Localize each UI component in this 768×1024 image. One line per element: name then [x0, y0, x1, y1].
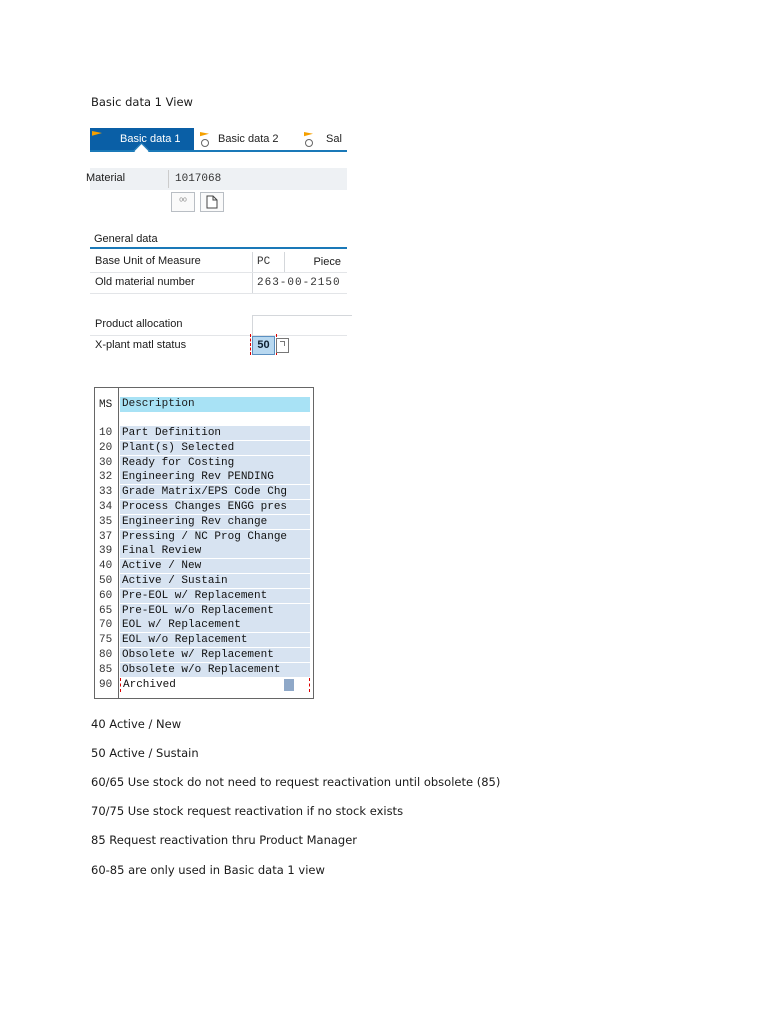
status-description: EOL w/o Replacement	[120, 633, 310, 647]
tab-sales[interactable]	[326, 128, 342, 150]
status-row[interactable]	[95, 500, 313, 515]
material-label: Material	[86, 172, 126, 184]
material-row	[86, 168, 347, 190]
status-code: 37	[99, 530, 113, 543]
status-description: Active / New	[120, 559, 310, 573]
status-description: Active / Sustain	[120, 574, 310, 588]
glasses-icon: ᵒᵒ	[179, 196, 187, 207]
tab-label: Basic data 1	[120, 133, 181, 145]
status-code: 75	[99, 634, 113, 647]
xplant-status-label: X-plant matl status	[95, 339, 187, 351]
status-description: Plant(s) Selected	[120, 441, 310, 455]
status-code: 85	[99, 663, 113, 676]
base-uom-text: Piece	[284, 252, 347, 272]
tab-basic-data-2[interactable]	[218, 128, 279, 150]
status-row[interactable]	[95, 485, 313, 500]
header-description: Description	[120, 397, 310, 412]
status-description: Final Review	[120, 544, 310, 558]
status-list-popup	[94, 387, 314, 699]
note-line: 60/65 Use stock do not need to request reactivation until obsolete (85)	[91, 775, 501, 789]
note-line: 85 Request reactivation thru Product Manager	[91, 833, 358, 847]
status-code: 65	[99, 604, 113, 617]
note-line: 70/75 Use stock request reactivation if no stock exists	[91, 804, 404, 818]
status-code: 39	[99, 545, 113, 558]
xplant-status-row	[90, 336, 347, 356]
status-dot-icon	[305, 139, 313, 147]
product-allocation-row	[90, 315, 347, 336]
tab-basic-data-1[interactable]	[90, 128, 194, 150]
status-row[interactable]	[95, 663, 313, 678]
material-field[interactable]: 1017068	[168, 170, 354, 188]
status-dot-icon	[201, 139, 209, 147]
status-row[interactable]	[95, 648, 313, 663]
status-code: 32	[99, 471, 113, 484]
status-description: Pre-EOL w/ Replacement	[120, 589, 310, 603]
flag-icon	[92, 131, 102, 139]
header-ms: MS	[99, 399, 113, 411]
status-row[interactable]	[95, 618, 313, 633]
note-line: 50 Active / Sustain	[91, 746, 199, 760]
status-code: 33	[99, 486, 113, 499]
status-row[interactable]	[95, 515, 313, 530]
status-description: Ready for Costing	[120, 456, 310, 470]
status-code: 20	[99, 441, 113, 454]
status-description: Process Changes ENGG pres	[120, 500, 310, 514]
status-row[interactable]	[95, 530, 313, 545]
base-uom-field[interactable]: PC	[252, 252, 284, 272]
display-button[interactable]	[171, 192, 195, 212]
status-code: 90	[99, 678, 113, 691]
status-description: Engineering Rev change	[120, 515, 310, 529]
status-row[interactable]	[95, 426, 313, 441]
status-description: Obsolete w/o Replacement	[120, 663, 310, 677]
status-code: 30	[99, 456, 113, 469]
status-code: 50	[99, 574, 113, 587]
status-code: 40	[99, 560, 113, 573]
status-code: 70	[99, 619, 113, 632]
status-row[interactable]	[95, 441, 313, 456]
text-cursor-block	[284, 679, 294, 691]
status-row[interactable]	[95, 589, 313, 604]
old-material-row	[90, 273, 347, 294]
status-description: Part Definition	[120, 426, 310, 440]
status-code: 80	[99, 648, 113, 661]
status-description: Engineering Rev PENDING	[120, 470, 310, 484]
status-row[interactable]	[95, 544, 313, 559]
tab-label: Basic data 2	[218, 133, 279, 145]
status-description: Obsolete w/ Replacement	[120, 648, 310, 662]
general-data-title: General data	[94, 233, 158, 245]
status-row[interactable]	[95, 559, 313, 574]
tab-label: Sal	[326, 133, 342, 145]
status-row[interactable]	[95, 633, 313, 648]
section-heading: Basic data 1 View	[91, 95, 193, 109]
old-material-field[interactable]: 263-00-2150	[252, 273, 352, 293]
note-line: 40 Active / New	[91, 717, 182, 731]
status-row[interactable]	[95, 470, 313, 485]
old-material-label: Old material number	[95, 276, 195, 288]
status-description: Grade Matrix/EPS Code Chg	[120, 485, 310, 499]
base-uom-label: Base Unit of Measure	[95, 255, 201, 267]
status-row[interactable]	[95, 678, 313, 693]
document-button[interactable]	[200, 192, 224, 212]
status-code: 35	[99, 515, 113, 528]
note-line: 60-85 are only used in Basic data 1 view	[91, 863, 325, 877]
base-uom-row	[90, 252, 347, 273]
flag-icon	[304, 132, 313, 139]
product-allocation-field[interactable]	[252, 315, 352, 336]
status-row[interactable]	[95, 604, 313, 619]
flag-icon	[200, 132, 209, 139]
status-row[interactable]	[95, 456, 313, 471]
document-icon	[206, 195, 218, 209]
status-row[interactable]	[95, 574, 313, 589]
status-code: 34	[99, 500, 113, 513]
status-description: Archived	[120, 678, 310, 692]
status-code: 10	[99, 427, 113, 439]
sap-basic-data-screenshot	[86, 126, 347, 361]
xplant-status-field[interactable]: 50	[252, 336, 275, 355]
tab-strip	[90, 128, 347, 152]
section-divider	[90, 247, 347, 249]
status-description: Pre-EOL w/o Replacement	[120, 604, 310, 618]
value-help-button[interactable]	[276, 338, 289, 353]
status-description: Pressing / NC Prog Change	[120, 530, 310, 544]
status-description: EOL w/ Replacement	[120, 618, 310, 632]
status-rows	[95, 426, 313, 692]
status-code: 60	[99, 589, 113, 602]
product-allocation-label: Product allocation	[95, 318, 183, 330]
